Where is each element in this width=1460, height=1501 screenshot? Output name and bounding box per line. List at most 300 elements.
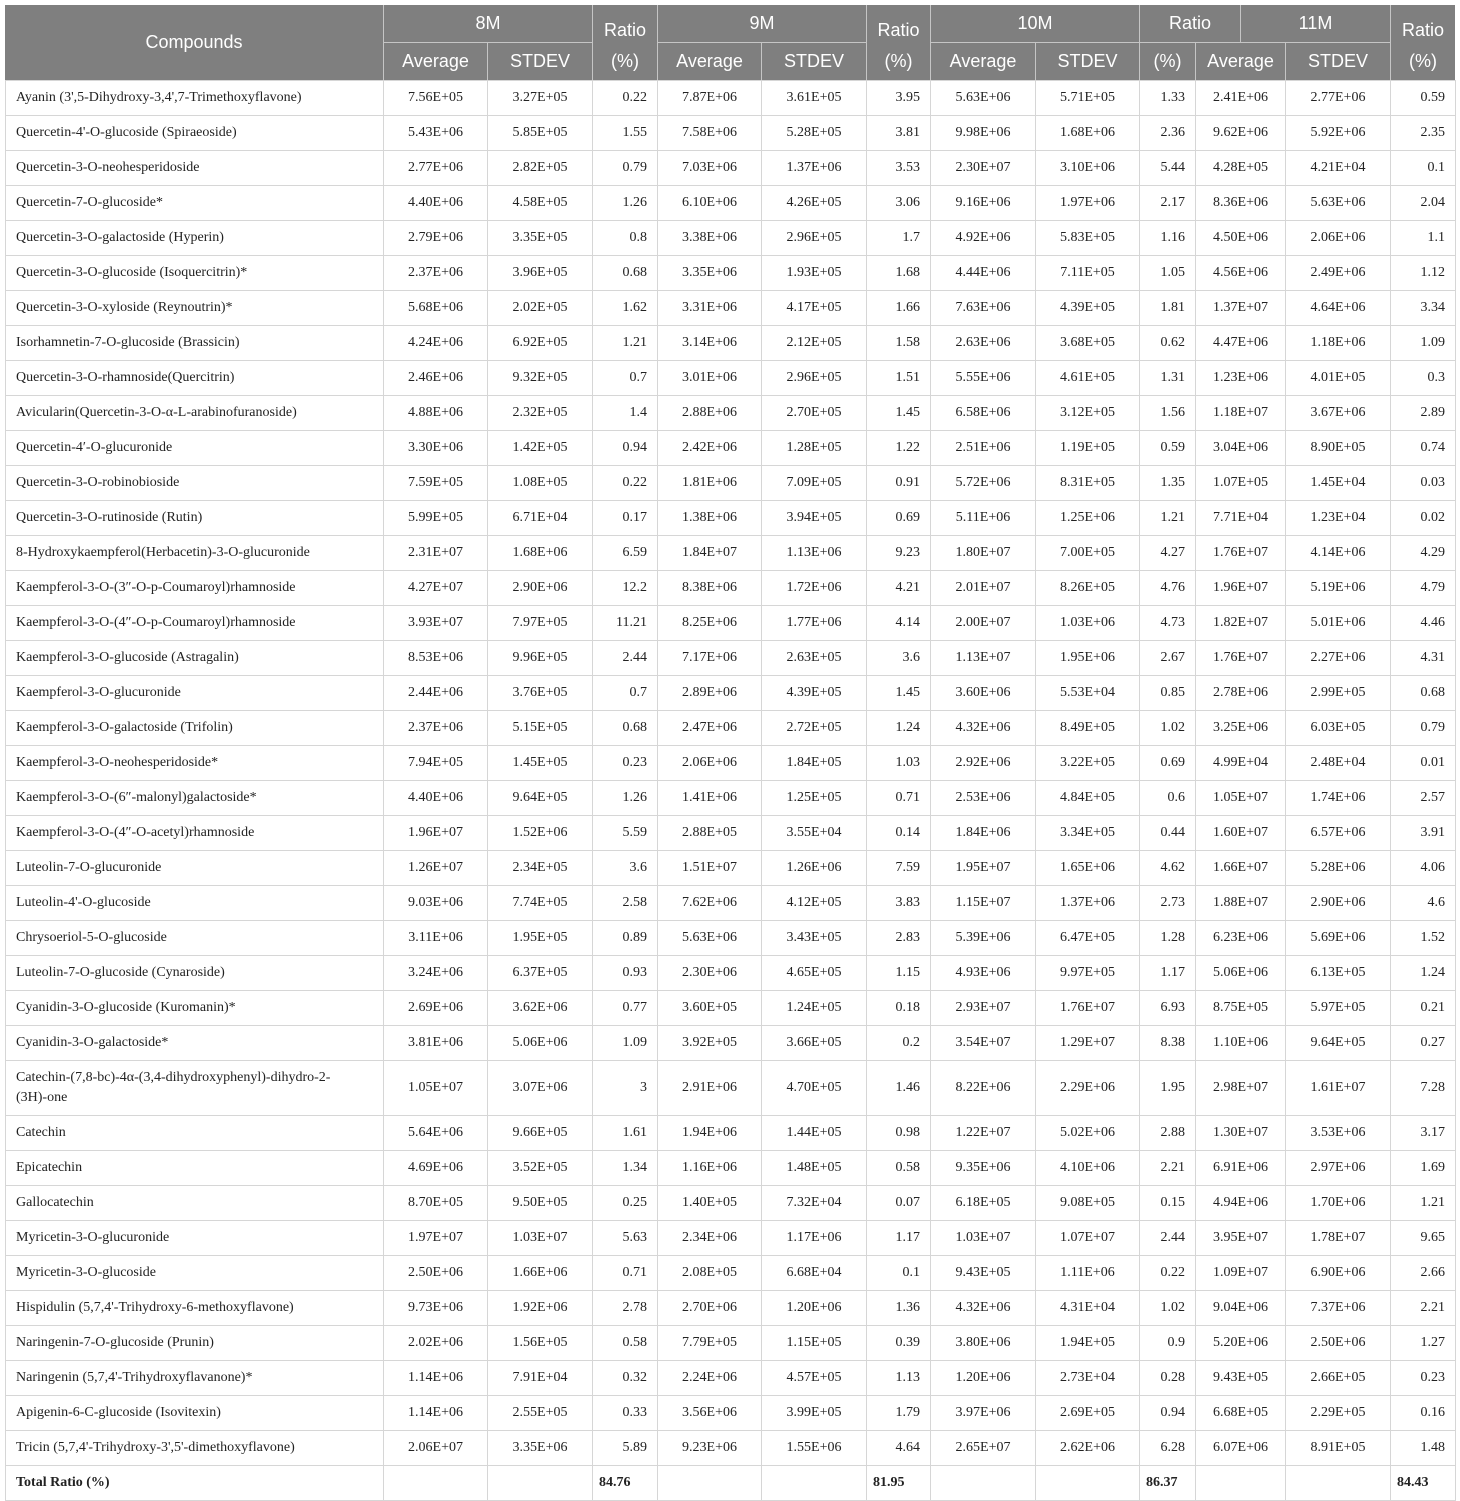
compound-name: Quercetin-3-O-rutinoside (Rutin): [6, 501, 384, 536]
stdev-value: 1.65E+06: [1036, 851, 1140, 886]
ratio-value: 1.24: [867, 711, 931, 746]
average-value: 2.01E+07: [931, 571, 1036, 606]
table-row: [6, 1361, 1456, 1396]
stdev-value: 2.96E+05: [762, 361, 867, 396]
ratio-value: 2.36: [1140, 116, 1196, 151]
stdev-value: 2.12E+05: [762, 326, 867, 361]
table-row: [6, 816, 1456, 851]
stdev-value: 8.90E+05: [1286, 431, 1391, 466]
average-value: 7.94E+05: [384, 746, 488, 781]
average-value: 1.60E+07: [1196, 816, 1286, 851]
table-row: [6, 361, 1456, 396]
ratio-value: 3.17: [1391, 1116, 1456, 1151]
average-value: 4.40E+06: [384, 186, 488, 221]
average-value: 4.40E+06: [384, 781, 488, 816]
stdev-value: 6.47E+05: [1036, 921, 1140, 956]
table-row: [6, 396, 1456, 431]
stdev-value: 1.52E+06: [488, 816, 593, 851]
stdev-value: 1.13E+06: [762, 536, 867, 571]
average-value: 2.06E+07: [384, 1431, 488, 1466]
stdev-value: 1.68E+06: [488, 536, 593, 571]
ratio-value: 1.81: [1140, 291, 1196, 326]
average-value: 3.97E+06: [931, 1396, 1036, 1431]
average-value: 1.05E+07: [384, 1061, 488, 1116]
average-value: 2.30E+06: [658, 956, 762, 991]
average-value: 1.81E+06: [658, 466, 762, 501]
stdev-value: 9.66E+05: [488, 1116, 593, 1151]
stdev-value: 1.03E+06: [1036, 606, 1140, 641]
ratio-value: 2.44: [1140, 1221, 1196, 1256]
stdev-value: 5.85E+05: [488, 116, 593, 151]
ratio-value: 0.58: [593, 1326, 658, 1361]
stdev-value: 4.31E+04: [1036, 1291, 1140, 1326]
stdev-value: 1.70E+06: [1286, 1186, 1391, 1221]
ratio-value: 5.89: [593, 1431, 658, 1466]
average-value: 1.15E+07: [931, 886, 1036, 921]
ratio-value: 4.62: [1140, 851, 1196, 886]
stdev-value: 1.19E+05: [1036, 431, 1140, 466]
ratio-value: 1.58: [867, 326, 931, 361]
stdev-value: 1.48E+05: [762, 1151, 867, 1186]
average-value: 9.43E+05: [931, 1256, 1036, 1291]
ratio-value: 2.44: [593, 641, 658, 676]
average-value: 2.24E+06: [658, 1361, 762, 1396]
ratio-value: 4.76: [1140, 571, 1196, 606]
ratio-value: 1.62: [593, 291, 658, 326]
table-row: [6, 256, 1456, 291]
average-value: 1.13E+07: [931, 641, 1036, 676]
ratio-value: 1.48: [1391, 1431, 1456, 1466]
ratio-value: 1.51: [867, 361, 931, 396]
average-value: 4.50E+06: [1196, 221, 1286, 256]
ratio-value: 5.63: [593, 1221, 658, 1256]
stdev-value: 1.29E+07: [1036, 1026, 1140, 1061]
compound-name: Quercetin-7-O-glucoside*: [6, 186, 384, 221]
ratio-value: 0.7: [593, 361, 658, 396]
stdev-value: 4.26E+05: [762, 186, 867, 221]
average-value: 1.76E+07: [1196, 641, 1286, 676]
average-value: 3.25E+06: [1196, 711, 1286, 746]
compound-name: Kaempferol-3-O-(4″-O-acetyl)rhamnoside: [6, 816, 384, 851]
table-rows: [6, 81, 1456, 1501]
table-row: [6, 676, 1456, 711]
ratio-value: 2.83: [867, 921, 931, 956]
average-value: 4.56E+06: [1196, 256, 1286, 291]
average-value: 4.92E+06: [931, 221, 1036, 256]
average-value: 1.14E+06: [384, 1361, 488, 1396]
compound-name: Quercetin-3-O-xyloside (Reynoutrin)*: [6, 291, 384, 326]
average-value: 1.38E+06: [658, 501, 762, 536]
stdev-value: 2.62E+06: [1036, 1431, 1140, 1466]
average-value: 3.24E+06: [384, 956, 488, 991]
stdev-value: 2.50E+06: [1286, 1326, 1391, 1361]
stdev-value: 5.97E+05: [1286, 991, 1391, 1026]
compound-name: Catechin: [6, 1116, 384, 1151]
stdev-value: 5.71E+05: [1036, 81, 1140, 116]
ratio-value: 2.58: [593, 886, 658, 921]
stdev-value: 3.12E+05: [1036, 396, 1140, 431]
stdev-value: 1.55E+06: [762, 1431, 867, 1466]
stdev-value: 2.02E+05: [488, 291, 593, 326]
average-value: 1.76E+07: [1196, 536, 1286, 571]
stdev-value: 3.68E+05: [1036, 326, 1140, 361]
stdev-value: 8.49E+05: [1036, 711, 1140, 746]
average-value: 1.41E+06: [658, 781, 762, 816]
total-ratio-value: 86.37: [1140, 1466, 1196, 1501]
compound-name: Cyanidin-3-O-galactoside*: [6, 1026, 384, 1061]
ratio-value: 1.52: [1391, 921, 1456, 956]
stdev-value: 2.97E+06: [1286, 1151, 1391, 1186]
average-value: 1.96E+07: [384, 816, 488, 851]
stdev-value: 7.11E+05: [1036, 256, 1140, 291]
average-value: 2.47E+06: [658, 711, 762, 746]
ratio-value: 3.81: [867, 116, 931, 151]
table-row: [6, 1186, 1456, 1221]
stdev-value: 3.61E+05: [762, 81, 867, 116]
ratio-value: 0.71: [867, 781, 931, 816]
average-value: 1.18E+07: [1196, 396, 1286, 431]
stdev-value: 1.68E+06: [1036, 116, 1140, 151]
empty-cell: [488, 1466, 593, 1501]
ratio-value: 0.23: [1391, 1361, 1456, 1396]
average-value: 7.79E+05: [658, 1326, 762, 1361]
stdev-value: 5.01E+06: [1286, 606, 1391, 641]
compound-name: 8-Hydroxykaempferol(Herbacetin)-3-O-glucuronide: [6, 536, 384, 571]
ratio-value: 4.64: [867, 1431, 931, 1466]
table-row: [6, 641, 1456, 676]
ratio-value: 2.17: [1140, 186, 1196, 221]
average-value: 7.56E+05: [384, 81, 488, 116]
table-row: [6, 221, 1456, 256]
stdev-value: 2.27E+06: [1286, 641, 1391, 676]
ratio-value: 0.68: [1391, 676, 1456, 711]
stdev-value: 7.97E+05: [488, 606, 593, 641]
ratio-value: 3.95: [867, 81, 931, 116]
average-value: 5.63E+06: [931, 81, 1036, 116]
ratio-value: 4.79: [1391, 571, 1456, 606]
average-value: 2.46E+06: [384, 361, 488, 396]
stdev-value: 4.12E+05: [762, 886, 867, 921]
compound-name: Cyanidin-3-O-glucoside (Kuromanin)*: [6, 991, 384, 1026]
ratio-value: 1.79: [867, 1396, 931, 1431]
average-value: 4.94E+06: [1196, 1186, 1286, 1221]
compound-name: Naringenin (5,7,4'-Trihydroxyflavanone)*: [6, 1361, 384, 1396]
ratio-value: 1.35: [1140, 466, 1196, 501]
compound-name: Quercetin-3-O-galactoside (Hyperin): [6, 221, 384, 256]
average-value: 8.53E+06: [384, 641, 488, 676]
ratio-value: 1.24: [1391, 956, 1456, 991]
header-average: Average: [930, 43, 1035, 80]
ratio-value: 1.45: [867, 396, 931, 431]
ratio-value: 2.78: [593, 1291, 658, 1326]
stdev-value: 6.13E+05: [1286, 956, 1391, 991]
ratio-value: 0.32: [593, 1361, 658, 1396]
stdev-value: 4.70E+05: [762, 1061, 867, 1116]
ratio-value: 0.16: [1391, 1396, 1456, 1431]
compound-name: Luteolin-7-O-glucuronide: [6, 851, 384, 886]
stdev-value: 1.76E+07: [1036, 991, 1140, 1026]
ratio-value: 2.67: [1140, 641, 1196, 676]
ratio-value: 2.21: [1140, 1151, 1196, 1186]
stdev-value: 1.17E+06: [762, 1221, 867, 1256]
average-value: 1.84E+06: [931, 816, 1036, 851]
compound-name: Myricetin-3-O-glucuronide: [6, 1221, 384, 1256]
stdev-value: 6.90E+06: [1286, 1256, 1391, 1291]
ratio-value: 1.17: [1140, 956, 1196, 991]
ratio-value: 3.53: [867, 151, 931, 186]
average-value: 4.27E+07: [384, 571, 488, 606]
average-value: 4.47E+06: [1196, 326, 1286, 361]
ratio-value: 1.69: [1391, 1151, 1456, 1186]
ratio-value: 1.46: [867, 1061, 931, 1116]
stdev-value: 3.27E+05: [488, 81, 593, 116]
ratio-value: 0.9: [1140, 1326, 1196, 1361]
stdev-value: 3.52E+05: [488, 1151, 593, 1186]
table-row: [6, 781, 1456, 816]
header-percent: (%): [1139, 43, 1195, 80]
average-value: 4.32E+06: [931, 711, 1036, 746]
average-value: 1.82E+07: [1196, 606, 1286, 641]
total-label: Total Ratio (%): [6, 1466, 384, 1501]
average-value: 1.96E+07: [1196, 571, 1286, 606]
stdev-value: 2.96E+05: [762, 221, 867, 256]
compound-name: Ayanin (3',5-Dihydroxy-3,4',7-Trimethoxyflavone): [6, 81, 384, 116]
average-value: 6.07E+06: [1196, 1431, 1286, 1466]
table-row: [6, 606, 1456, 641]
compound-name: Kaempferol-3-O-galactoside (Trifolin): [6, 711, 384, 746]
stdev-value: 4.39E+05: [1036, 291, 1140, 326]
ratio-value: 0.22: [593, 81, 658, 116]
stdev-value: 1.84E+05: [762, 746, 867, 781]
average-value: 3.60E+05: [658, 991, 762, 1026]
average-value: 2.44E+06: [384, 676, 488, 711]
ratio-value: 4.14: [867, 606, 931, 641]
compound-name: Luteolin-4'-O-glucoside: [6, 886, 384, 921]
ratio-value: 1.7: [867, 221, 931, 256]
stdev-value: 1.95E+06: [1036, 641, 1140, 676]
stdev-value: 6.57E+06: [1286, 816, 1391, 851]
compound-name: Tricin (5,7,4'-Trihydroxy-3',5'-dimethoxyflavone): [6, 1431, 384, 1466]
ratio-value: 3.6: [593, 851, 658, 886]
stdev-value: 1.25E+05: [762, 781, 867, 816]
compound-name: Epicatechin: [6, 1151, 384, 1186]
average-value: 1.97E+07: [384, 1221, 488, 1256]
ratio-value: 7.28: [1391, 1061, 1456, 1116]
stdev-value: 1.20E+06: [762, 1291, 867, 1326]
average-value: 2.70E+06: [658, 1291, 762, 1326]
stdev-value: 1.26E+06: [762, 851, 867, 886]
compound-name: Hispidulin (5,7,4'-Trihydroxy-6-methoxyflavone): [6, 1291, 384, 1326]
ratio-value: 0.98: [867, 1116, 931, 1151]
table-row: [6, 1221, 1456, 1256]
stdev-value: 6.71E+04: [488, 501, 593, 536]
empty-cell: [931, 1466, 1036, 1501]
stdev-value: 4.21E+04: [1286, 151, 1391, 186]
average-value: 1.30E+07: [1196, 1116, 1286, 1151]
ratio-value: 0.94: [593, 431, 658, 466]
ratio-value: 0.27: [1391, 1026, 1456, 1061]
average-value: 2.34E+06: [658, 1221, 762, 1256]
average-value: 1.95E+07: [931, 851, 1036, 886]
stdev-value: 2.99E+05: [1286, 676, 1391, 711]
ratio-value: 1.26: [593, 781, 658, 816]
stdev-value: 5.83E+05: [1036, 221, 1140, 256]
average-value: 4.99E+04: [1196, 746, 1286, 781]
table-row: [6, 1061, 1456, 1116]
average-value: 5.20E+06: [1196, 1326, 1286, 1361]
ratio-value: 2.66: [1391, 1256, 1456, 1291]
ratio-value: 4.6: [1391, 886, 1456, 921]
stdev-value: 9.08E+05: [1036, 1186, 1140, 1221]
stdev-value: 5.53E+04: [1036, 676, 1140, 711]
ratio-value: 1.17: [867, 1221, 931, 1256]
ratio-value: 3.06: [867, 186, 931, 221]
ratio-value: 1.16: [1140, 221, 1196, 256]
average-value: 2.79E+06: [384, 221, 488, 256]
average-value: 2.37E+06: [384, 256, 488, 291]
average-value: 9.62E+06: [1196, 116, 1286, 151]
table-row: [6, 711, 1456, 746]
ratio-value: 0.85: [1140, 676, 1196, 711]
stdev-value: 5.92E+06: [1286, 116, 1391, 151]
stdev-value: 1.07E+07: [1036, 1221, 1140, 1256]
stdev-value: 2.82E+05: [488, 151, 593, 186]
average-value: 2.93E+07: [931, 991, 1036, 1026]
ratio-value: 0.62: [1140, 326, 1196, 361]
stdev-value: 4.57E+05: [762, 1361, 867, 1396]
ratio-value: 1.1: [1391, 221, 1456, 256]
ratio-value: 1.68: [867, 256, 931, 291]
stdev-value: 9.64E+05: [488, 781, 593, 816]
ratio-value: 0.7: [593, 676, 658, 711]
stdev-value: 7.91E+04: [488, 1361, 593, 1396]
average-value: 3.60E+06: [931, 676, 1036, 711]
stdev-value: 1.25E+06: [1036, 501, 1140, 536]
stdev-value: 1.45E+04: [1286, 466, 1391, 501]
stdev-value: 4.64E+06: [1286, 291, 1391, 326]
table-body: [5, 80, 1456, 1501]
stdev-value: 5.63E+06: [1286, 186, 1391, 221]
ratio-value: 4.73: [1140, 606, 1196, 641]
average-value: 2.77E+06: [384, 151, 488, 186]
table-row: [6, 116, 1456, 151]
table-row: [6, 886, 1456, 921]
average-value: 2.41E+06: [1196, 81, 1286, 116]
ratio-value: 1.15: [867, 956, 931, 991]
ratio-value: 1.27: [1391, 1326, 1456, 1361]
stdev-value: 9.50E+05: [488, 1186, 593, 1221]
ratio-value: 0.44: [1140, 816, 1196, 851]
stdev-value: 7.09E+05: [762, 466, 867, 501]
ratio-value: 2.89: [1391, 396, 1456, 431]
stdev-value: 3.96E+05: [488, 256, 593, 291]
stdev-value: 1.37E+06: [1036, 886, 1140, 921]
stdev-value: 1.44E+05: [762, 1116, 867, 1151]
table-row: [6, 746, 1456, 781]
ratio-value: 3: [593, 1061, 658, 1116]
stdev-value: 4.39E+05: [762, 676, 867, 711]
ratio-value: 1.45: [867, 676, 931, 711]
compound-name: Kaempferol-3-O-glucoside (Astragalin): [6, 641, 384, 676]
stdev-value: 1.28E+05: [762, 431, 867, 466]
ratio-value: 0.91: [867, 466, 931, 501]
ratio-value: 0.58: [867, 1151, 931, 1186]
average-value: 6.10E+06: [658, 186, 762, 221]
header-percent: (%): [866, 43, 930, 80]
header-stdev: STDEV: [761, 43, 866, 80]
average-value: 6.58E+06: [931, 396, 1036, 431]
ratio-value: 0.28: [1140, 1361, 1196, 1396]
stdev-value: 2.55E+05: [488, 1396, 593, 1431]
stdev-value: 2.48E+04: [1286, 746, 1391, 781]
header-ratio: Ratio: [592, 5, 657, 43]
stdev-value: 1.97E+06: [1036, 186, 1140, 221]
stdev-value: 8.31E+05: [1036, 466, 1140, 501]
average-value: 5.68E+06: [384, 291, 488, 326]
compound-name: Isorhamnetin-7-O-glucoside (Brassicin): [6, 326, 384, 361]
ratio-value: 0.59: [1391, 81, 1456, 116]
average-value: 2.51E+06: [931, 431, 1036, 466]
ratio-value: 1.09: [593, 1026, 658, 1061]
average-value: 3.56E+06: [658, 1396, 762, 1431]
stdev-value: 4.17E+05: [762, 291, 867, 326]
stdev-value: 3.10E+06: [1036, 151, 1140, 186]
average-value: 3.95E+07: [1196, 1221, 1286, 1256]
ratio-value: 3.83: [867, 886, 931, 921]
average-value: 2.02E+06: [384, 1326, 488, 1361]
compound-name: Luteolin-7-O-glucoside (Cynaroside): [6, 956, 384, 991]
ratio-value: 0.22: [1140, 1256, 1196, 1291]
ratio-value: 2.04: [1391, 186, 1456, 221]
stdev-value: 1.61E+07: [1286, 1061, 1391, 1116]
average-value: 7.59E+05: [384, 466, 488, 501]
average-value: 2.53E+06: [931, 781, 1036, 816]
stdev-value: 4.01E+05: [1286, 361, 1391, 396]
average-value: 7.03E+06: [658, 151, 762, 186]
ratio-value: 1.02: [1140, 711, 1196, 746]
stdev-value: 1.08E+05: [488, 466, 593, 501]
stdev-value: 6.03E+05: [1286, 711, 1391, 746]
average-value: 4.93E+06: [931, 956, 1036, 991]
ratio-value: 1.34: [593, 1151, 658, 1186]
ratio-value: 0.33: [593, 1396, 658, 1431]
stdev-value: 4.84E+05: [1036, 781, 1140, 816]
table-row: [6, 991, 1456, 1026]
average-value: 2.92E+06: [931, 746, 1036, 781]
average-value: 9.16E+06: [931, 186, 1036, 221]
ratio-value: 4.31: [1391, 641, 1456, 676]
ratio-value: 1.12: [1391, 256, 1456, 291]
stdev-value: 5.19E+06: [1286, 571, 1391, 606]
ratio-value: 2.88: [1140, 1116, 1196, 1151]
average-value: 1.84E+07: [658, 536, 762, 571]
table-row: [6, 851, 1456, 886]
ratio-value: 0.59: [1140, 431, 1196, 466]
ratio-value: 0.18: [867, 991, 931, 1026]
ratio-value: 12.2: [593, 571, 658, 606]
header-ratio: Ratio: [1390, 5, 1455, 43]
ratio-value: 4.21: [867, 571, 931, 606]
average-value: 2.31E+07: [384, 536, 488, 571]
average-value: 2.88E+05: [658, 816, 762, 851]
stdev-value: 2.70E+05: [762, 396, 867, 431]
ratio-value: 7.59: [867, 851, 931, 886]
ratio-value: 1.36: [867, 1291, 931, 1326]
average-value: 2.65E+07: [931, 1431, 1036, 1466]
ratio-value: 0.21: [1391, 991, 1456, 1026]
stdev-value: 1.93E+05: [762, 256, 867, 291]
empty-cell: [1196, 1466, 1286, 1501]
